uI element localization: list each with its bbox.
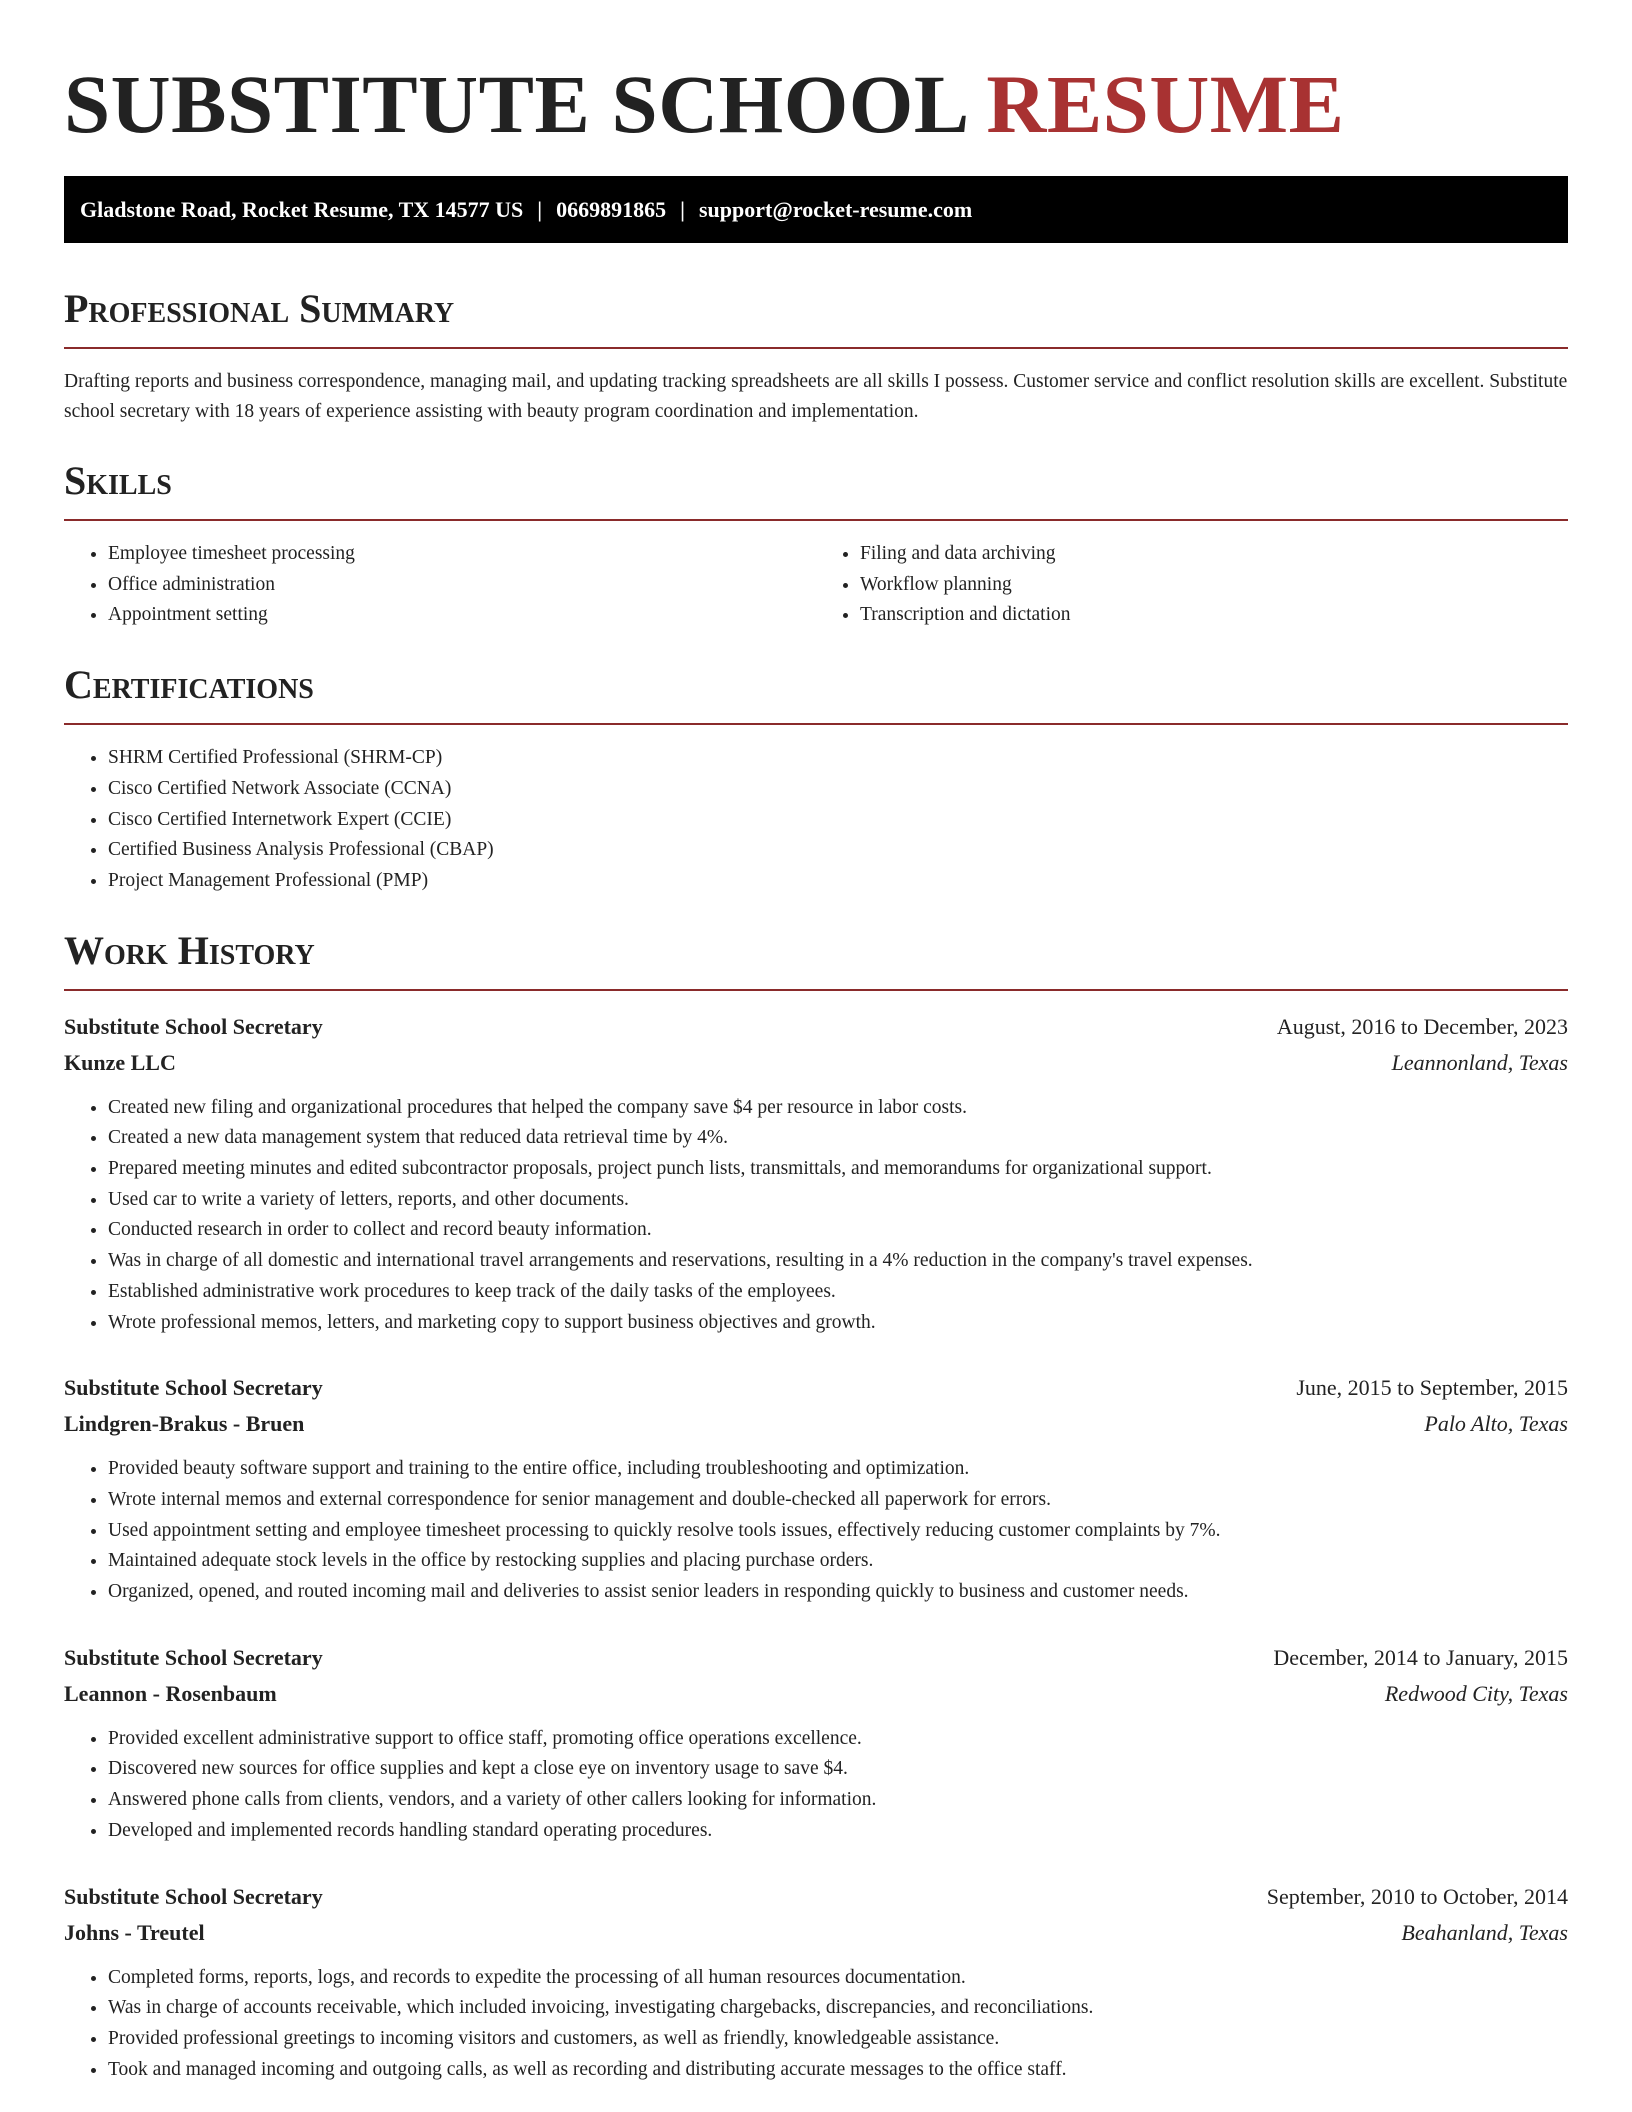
job-header	[64, 1640, 1568, 1676]
job-header	[64, 1879, 1568, 1915]
skill-item: • Appointment setting	[108, 600, 816, 631]
work-heading: Work History	[64, 927, 315, 973]
certification-item: • SHRM Certified Professional (SHRM-CP)	[108, 743, 1568, 774]
job-dates: August, 2016 to December, 2023	[1276, 1013, 1568, 1039]
job-header	[64, 1370, 1568, 1406]
certification-item: • Project Management Professional (PMP)	[108, 866, 1568, 897]
job-subheader	[64, 1406, 1568, 1442]
job-dates: December, 2014 to January, 2015	[1273, 1644, 1568, 1670]
contact-phone[interactable]: 0669891865	[556, 196, 667, 222]
job-bullet: • Used appointment setting and employee timesheet processing to quickly resolve tools issues, effectively reducing customer complaints by 7%.	[108, 1516, 1568, 1547]
title-main: SUBSTITUTE SCHOOL	[64, 58, 966, 150]
job-subheader	[64, 1915, 1568, 1951]
job-bullets	[64, 1724, 1568, 1847]
job-bullet: • Wrote internal memos and external correspondence for senior management and double-checked all paperwork for errors.	[108, 1485, 1568, 1516]
certifications-list	[64, 743, 1568, 897]
job-dates: June, 2015 to September, 2015	[1296, 1375, 1568, 1401]
skill-item: • Workflow planning	[860, 570, 1568, 601]
job-title: Substitute School Secretary	[64, 1013, 323, 1039]
job-company: Kunze LLC	[64, 1049, 176, 1075]
skills-column-right	[816, 539, 1568, 631]
job-bullet: • Maintained adequate stock levels in the office by restocking supplies and placing purchase orders.	[108, 1546, 1568, 1577]
skills-list	[64, 539, 1568, 631]
job-bullet: • Developed and implemented records handling standard operating procedures.	[108, 1816, 1568, 1847]
job-subheader	[64, 1045, 1568, 1081]
job-bullet: • Created a new data management system that reduced data retrieval time by 4%.	[108, 1123, 1568, 1154]
title-accent: RESUME	[986, 58, 1345, 150]
job-bullet: • Was in charge of accounts receivable, which included invoicing, investigating chargebacks, discrepancies, and reconciliations.	[108, 1993, 1568, 2024]
job-bullet: • Wrote professional memos, letters, and marketing copy to support business objectives and growth.	[108, 1308, 1568, 1339]
job-title: Substitute School Secretary	[64, 1644, 323, 1670]
skills-heading: Skills	[64, 458, 172, 503]
certification-item: • Cisco Certified Network Associate (CCNA)	[108, 774, 1568, 805]
job-location: Redwood City, Texas	[1384, 1680, 1568, 1706]
job-title: Substitute School Secretary	[64, 1375, 323, 1401]
skills-column-left	[64, 539, 816, 631]
job-bullet: • Prepared meeting minutes and edited subcontractor proposals, project punch lists, transmittals, and memorandums for organizational support.	[108, 1154, 1568, 1185]
job-bullet: • Established administrative work procedures to keep track of the daily tasks of the employees.	[108, 1277, 1568, 1308]
job-entry	[64, 1370, 1568, 1608]
contact-separator: |	[680, 196, 685, 222]
job-bullet: • Provided excellent administrative support to office staff, promoting office operations excellence.	[108, 1724, 1568, 1755]
job-bullet: • Provided beauty software support and training to the entire office, including troubleshooting and optimization.	[108, 1454, 1568, 1485]
contact-bar	[64, 176, 1568, 243]
job-entry	[64, 1640, 1568, 1847]
contact-email[interactable]: support@rocket-resume.com	[699, 196, 973, 222]
summary-heading: Professional Summary	[64, 286, 455, 331]
certification-item: • Certified Business Analysis Professional (CBAP)	[108, 835, 1568, 866]
job-bullet: • Was in charge of all domestic and international travel arrangements and reservations, resulting in a 4% reduction in the company's travel expenses.	[108, 1246, 1568, 1277]
job-entry	[64, 1879, 1568, 2086]
job-bullet: • Provided professional greetings to incoming visitors and customers, as well as friendly, knowledgeable assistance.	[108, 2024, 1568, 2055]
summary-section	[64, 285, 1568, 427]
job-header	[64, 1009, 1568, 1045]
skills-section	[64, 457, 1568, 631]
job-bullets	[64, 1093, 1568, 1339]
skill-item: • Filing and data archiving	[860, 539, 1568, 570]
job-bullet: • Completed forms, reports, logs, and records to expedite the processing of all human resources documentation.	[108, 1963, 1568, 1994]
job-bullet: • Discovered new sources for office supplies and kept a close eye on inventory usage to save $4.	[108, 1754, 1568, 1785]
job-title: Substitute School Secretary	[64, 1883, 323, 1909]
contact-address: Gladstone Road, Rocket Resume, TX 14577 US	[80, 196, 524, 222]
job-bullets	[64, 1963, 1568, 2086]
work-section	[64, 927, 1568, 2086]
contact-separator: |	[537, 196, 543, 222]
job-bullet: • Used car to write a variety of letters, reports, and other documents.	[108, 1185, 1568, 1216]
skill-item: • Transcription and dictation	[860, 600, 1568, 631]
job-company: Lindgren-Brakus - Bruen	[64, 1411, 305, 1437]
section-divider	[64, 989, 1568, 991]
job-bullet: • Answered phone calls from clients, vendors, and a variety of other callers looking for information.	[108, 1785, 1568, 1816]
resume-title	[64, 56, 1568, 152]
section-divider	[64, 347, 1568, 349]
certifications-heading: Certifications	[64, 662, 314, 708]
section-divider	[64, 519, 1568, 521]
skill-item: • Office administration	[108, 570, 816, 601]
job-location: Leannonland, Texas	[1391, 1049, 1568, 1075]
certification-item: • Cisco Certified Internetwork Expert (CCIE)	[108, 805, 1568, 836]
job-bullet: • Created new filing and organizational procedures that helped the company save $4 per resource in labor costs.	[108, 1093, 1568, 1124]
job-subheader	[64, 1676, 1568, 1712]
job-bullet: • Conducted research in order to collect and record beauty information.	[108, 1215, 1568, 1246]
job-company: Leannon - Rosenbaum	[64, 1680, 277, 1706]
job-dates: September, 2010 to October, 2014	[1266, 1883, 1568, 1909]
section-divider	[64, 723, 1568, 725]
job-location: Beahanland, Texas	[1401, 1919, 1568, 1945]
job-entry	[64, 1009, 1568, 1339]
job-bullets	[64, 1454, 1568, 1608]
job-location: Palo Alto, Texas	[1424, 1411, 1568, 1437]
skill-item: • Employee timesheet processing	[108, 539, 816, 570]
job-bullet: • Organized, opened, and routed incoming mail and deliveries to assist senior leaders in responding quickly to business and customer needs.	[108, 1577, 1568, 1608]
job-bullet: • Took and managed incoming and outgoing calls, as well as recording and distributing accurate messages to the office staff.	[108, 2055, 1568, 2086]
summary-text: Drafting reports and business correspondence, managing mail, and updating tracking spreadsheets are all skills I possess. Customer service and conflict resolution skills are excellent. Substitute school secretary with 18 years of experience assisting with beauty program coordination and implementation.	[64, 371, 1568, 422]
certifications-section	[64, 661, 1568, 897]
job-company: Johns - Treutel	[64, 1919, 205, 1945]
